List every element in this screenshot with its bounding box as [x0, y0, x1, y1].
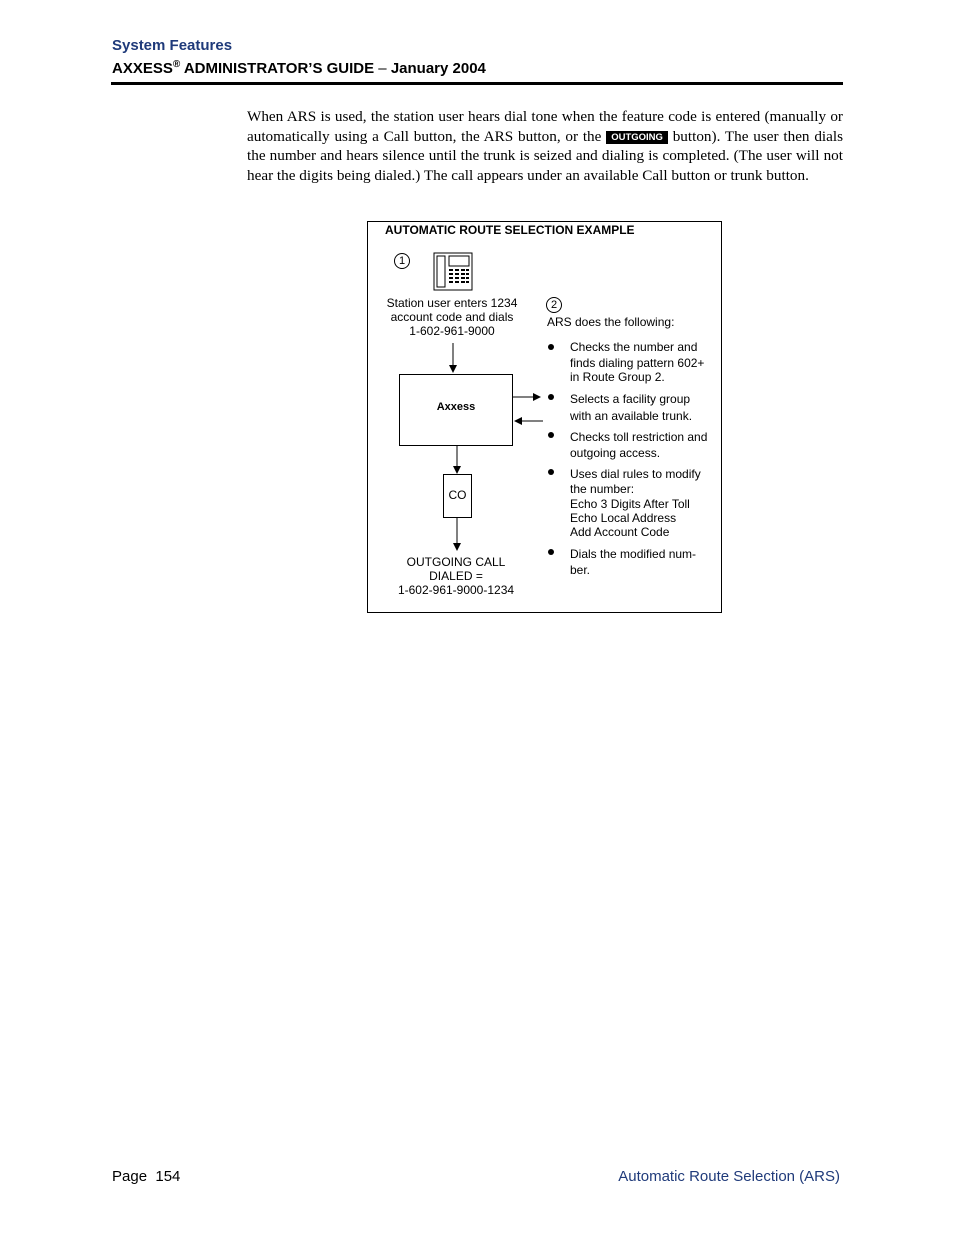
- guide-date: January 2004: [390, 60, 486, 77]
- bullet5-line1: Dials the modified num-: [570, 547, 697, 561]
- bullet-item-3: [570, 429, 716, 461]
- guide-title: [112, 59, 486, 77]
- bullet5-line2: ber.: [570, 563, 591, 577]
- step1-line1: Station user enters 1234: [386, 296, 518, 310]
- step2-number: 2: [546, 297, 562, 313]
- guide-dash: –: [374, 60, 391, 77]
- bullet1-line2: finds dialing pattern 602+: [570, 355, 705, 370]
- telephone-icon: [433, 252, 473, 292]
- para-after: button). The user then dials the number and hears silence until the trunk is seized and dialing is completed. (The user will not hear the digits being dialed.) The call appears under an available Call button or trunk button.: [247, 127, 844, 184]
- bullet1-line3: in Route Group 2.: [570, 370, 665, 384]
- co-box: [443, 474, 472, 518]
- bullet4-line1: Uses dial rules to modify: [570, 467, 701, 481]
- step1-text: [372, 296, 532, 338]
- bullet-item-5: [570, 546, 716, 578]
- section-title: System Features: [112, 37, 233, 54]
- axxess-label: Axxess: [436, 401, 476, 413]
- outgoing-button-label: OUTGOING: [606, 131, 668, 144]
- step1-line2: account code and dials: [390, 310, 514, 324]
- bullet4-line4: Echo Local Address: [570, 511, 677, 525]
- step1-line3: 1-602-961-9000: [409, 324, 495, 338]
- bullet2-line2: with an available trunk.: [570, 409, 693, 423]
- bullet1-line1: Checks the number and: [570, 340, 698, 354]
- outgoing-line2: DIALED =: [429, 569, 483, 583]
- body-paragraph: [247, 107, 843, 185]
- bullet-dot: [548, 344, 554, 350]
- registered-mark: ®: [172, 59, 181, 70]
- bullet4-line5: Add Account Code: [570, 525, 670, 539]
- bullet2-line1: Selects a facility group: [570, 392, 691, 406]
- guide-name: ADMINISTRATOR’S GUIDE: [180, 60, 375, 77]
- outgoing-line1: OUTGOING CALL: [406, 555, 506, 569]
- bullet3-line1: Checks toll restriction and: [570, 430, 708, 444]
- bullet-item-1: [570, 340, 716, 384]
- guide-brand: AXXESS: [112, 60, 173, 77]
- step1-number: 1: [394, 253, 410, 269]
- step2-intro: ARS does the following:: [547, 315, 675, 329]
- bullet-dot: [548, 469, 554, 475]
- para-before: When ARS is used, the station user hears dial tone when the feature code is entered (manually or automatically using a Call button, the ARS button, or the: [247, 108, 843, 145]
- co-label: CO: [448, 488, 467, 502]
- page-number: Page 154: [112, 1168, 181, 1185]
- bullet-item-4: [570, 466, 716, 539]
- bullet-dot: [548, 432, 554, 438]
- diagram-title: AUTOMATIC ROUTE SELECTION EXAMPLE: [385, 223, 635, 237]
- outgoing-call-text: [380, 555, 532, 597]
- bullet-dot: [548, 549, 554, 555]
- footer-section-title: Automatic Route Selection (ARS): [618, 1168, 840, 1185]
- bullet4-line2: the number:: [570, 482, 635, 496]
- outgoing-line3: 1-602-961-9000-1234: [397, 583, 515, 597]
- bullet3-line2: outgoing access.: [570, 446, 661, 460]
- header-rule: [111, 82, 843, 85]
- bullet-dot: [548, 394, 554, 400]
- bullet4-line3: Echo 3 Digits After Toll: [570, 497, 690, 511]
- bullet-item-2: [570, 391, 716, 425]
- axxess-box: [399, 374, 513, 446]
